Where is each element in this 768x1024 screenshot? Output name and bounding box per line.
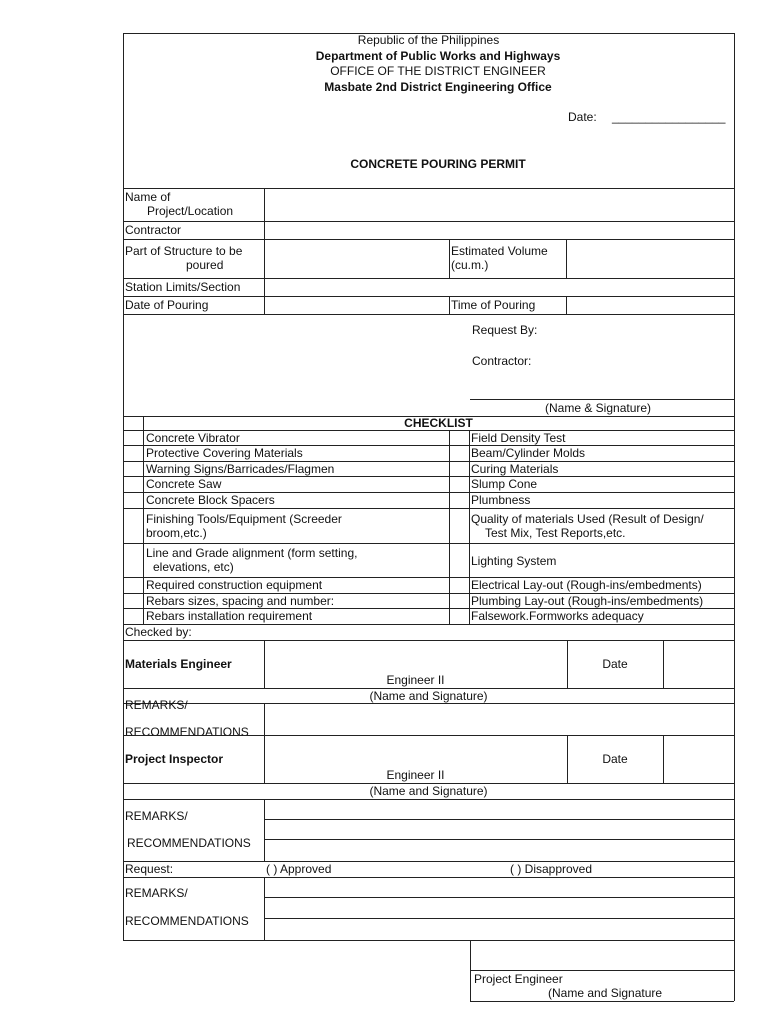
time-of-pouring-label: Time of Pouring xyxy=(451,298,536,312)
rule xyxy=(449,296,450,314)
checkbox-plumbing-layout[interactable] xyxy=(450,594,469,608)
name-and-signature-caption: (Name and Signature) xyxy=(369,689,488,703)
part-of-structure-label: Part of Structure to be xyxy=(125,244,243,258)
materials-engineer-signature-field[interactable] xyxy=(265,641,567,673)
checkbox-beam-cylinder[interactable] xyxy=(450,446,469,461)
list-item: Rebars installation requirement xyxy=(146,609,313,623)
list-item: broom,etc.) xyxy=(146,526,207,540)
checkbox-curing-materials[interactable] xyxy=(450,462,469,476)
name-and-signature-caption: (Name and Signature xyxy=(548,986,663,1000)
project-inspector-date-field[interactable] xyxy=(664,736,734,783)
rule xyxy=(449,239,450,278)
remarks-label: REMARKS/ xyxy=(125,809,188,823)
checkbox-warning-signs[interactable] xyxy=(124,462,143,476)
checkbox-concrete-saw[interactable] xyxy=(124,477,143,492)
date-label: Date: xyxy=(568,110,597,124)
list-item: elevations, etc) xyxy=(153,560,234,574)
checkbox-field-density[interactable] xyxy=(450,431,469,445)
contractor-signature-label: Contractor: xyxy=(472,354,532,368)
checkbox-construction-equipment[interactable] xyxy=(124,578,143,593)
list-item: Falsework.Formworks adequacy xyxy=(471,609,644,623)
checkbox-concrete-vibrator[interactable] xyxy=(124,431,143,445)
header-district-office: Masbate 2nd District Engineering Office xyxy=(324,80,552,94)
list-item: Beam/Cylinder Molds xyxy=(471,446,586,460)
rule xyxy=(123,543,734,544)
form-title: CONCRETE POURING PERMIT xyxy=(350,157,526,171)
list-item: Line and Grade alignment (form setting, xyxy=(146,546,358,560)
engineer-ii-caption: Engineer II xyxy=(386,673,445,687)
checkbox-plumbness[interactable] xyxy=(450,493,469,508)
checked-by-label: Checked by: xyxy=(125,625,192,639)
checkbox-finishing-tools[interactable] xyxy=(124,509,143,543)
list-item: Protective Covering Materials xyxy=(146,446,303,460)
rule xyxy=(470,970,734,971)
list-item: Rebars sizes, spacing and number: xyxy=(146,594,335,608)
contractor-signature-field[interactable] xyxy=(470,380,734,399)
rule xyxy=(123,624,734,625)
project-inspector-signature-field[interactable] xyxy=(265,736,567,768)
engineer-ii-caption: Engineer II xyxy=(386,768,445,782)
list-item: Warning Signs/Barricades/Flagmen xyxy=(146,462,335,476)
inspector-remarks-field[interactable] xyxy=(265,800,734,861)
date-of-pouring-label: Date of Pouring xyxy=(125,298,209,312)
rule xyxy=(123,314,734,315)
disapproved-option[interactable]: ( ) Disapproved xyxy=(510,862,593,876)
date-label: Date xyxy=(602,657,628,671)
rule xyxy=(470,1001,734,1002)
request-label: Request: xyxy=(125,862,174,876)
list-item: Concrete Block Spacers xyxy=(146,493,275,507)
estimated-volume-label: Estimated Volume xyxy=(451,244,548,258)
materials-remarks-field[interactable] xyxy=(265,704,734,735)
project-location-field[interactable] xyxy=(265,189,734,221)
recommendations-label: RECOMMENDATIONS xyxy=(125,914,249,928)
list-item: Slump Cone xyxy=(471,477,538,491)
checkbox-protective-covering[interactable] xyxy=(124,446,143,461)
station-limits-label: Station Limits/Section xyxy=(125,280,241,294)
recommendations-label: RECOMMENDATIONS xyxy=(125,725,249,739)
time-of-pouring-field[interactable] xyxy=(567,297,734,314)
recommendations-label: RECOMMENDATIONS xyxy=(127,836,251,850)
date-of-pouring-field[interactable] xyxy=(265,297,449,314)
checkbox-rebar-installation[interactable] xyxy=(124,609,143,624)
project-engineer-signature-field[interactable] xyxy=(471,941,734,970)
list-item: Quality of materials Used (Result of Design/ xyxy=(471,512,704,526)
rule xyxy=(123,508,734,509)
approved-option[interactable]: ( ) Approved xyxy=(266,862,332,876)
contractor-label: Contractor xyxy=(125,223,182,237)
poured-label: poured xyxy=(186,258,224,272)
project-inspector-label: Project Inspector xyxy=(125,752,224,766)
materials-engineer-label: Materials Engineer xyxy=(125,657,232,671)
final-remarks-field[interactable] xyxy=(265,878,734,940)
name-of-label: Name of xyxy=(125,190,171,204)
list-item: Test Mix, Test Reports,etc. xyxy=(485,526,626,540)
rule xyxy=(469,430,470,624)
cu-m-label: (cu.m.) xyxy=(451,258,489,272)
part-of-structure-field[interactable] xyxy=(265,240,449,278)
contractor-field[interactable] xyxy=(265,222,734,239)
name-and-signature-caption: (Name and Signature) xyxy=(369,784,488,798)
date-label: Date xyxy=(602,752,628,766)
list-item: Finishing Tools/Equipment (Screeder xyxy=(146,512,342,526)
checkbox-rebar-sizes[interactable] xyxy=(124,594,143,608)
checkbox-quality-materials[interactable] xyxy=(450,509,469,543)
request-by-label: Request By: xyxy=(472,323,538,337)
station-limits-field[interactable] xyxy=(265,279,734,296)
date-field[interactable]: _________________ xyxy=(612,110,726,124)
checkbox-block-spacers[interactable] xyxy=(124,493,143,508)
list-item: Concrete Vibrator xyxy=(146,431,240,445)
checkbox-falsework[interactable] xyxy=(450,609,469,624)
materials-engineer-date-field[interactable] xyxy=(664,641,734,688)
name-signature-caption: (Name & Signature) xyxy=(545,401,652,415)
list-item: Required construction equipment xyxy=(146,578,323,592)
rule xyxy=(143,416,144,624)
header-republic: Republic of the Philippines xyxy=(357,33,500,47)
project-engineer-label: Project Engineer xyxy=(474,972,563,986)
list-item: Curing Materials xyxy=(471,462,559,476)
list-item: Plumbness xyxy=(471,493,531,507)
checkbox-slump-cone[interactable] xyxy=(450,477,469,492)
list-item: Field Density Test xyxy=(471,431,566,445)
rule xyxy=(123,861,734,862)
project-location-label: Project/Location xyxy=(147,204,234,218)
header-department: Department of Public Works and Highways xyxy=(315,49,561,63)
header-office: OFFICE OF THE DISTRICT ENGINEER xyxy=(330,64,546,78)
checklist-title: CHECKLIST xyxy=(404,416,473,430)
checkbox-electrical-layout[interactable] xyxy=(450,578,469,593)
checkbox-lighting-system[interactable] xyxy=(450,544,469,577)
checkbox-line-and-grade[interactable] xyxy=(124,544,143,577)
remarks-label: REMARKS/ xyxy=(125,698,188,712)
list-item: Lighting System xyxy=(471,554,557,568)
list-item: Plumbing Lay-out (Rough-ins/embedments) xyxy=(471,594,704,608)
list-item: Electrical Lay-out (Rough-ins/embedments) xyxy=(471,578,702,592)
estimated-volume-field[interactable] xyxy=(567,240,734,278)
remarks-label: REMARKS/ xyxy=(125,886,188,900)
list-item: Concrete Saw xyxy=(146,477,222,491)
form-right-border xyxy=(734,33,735,1001)
signature-line xyxy=(470,399,734,400)
